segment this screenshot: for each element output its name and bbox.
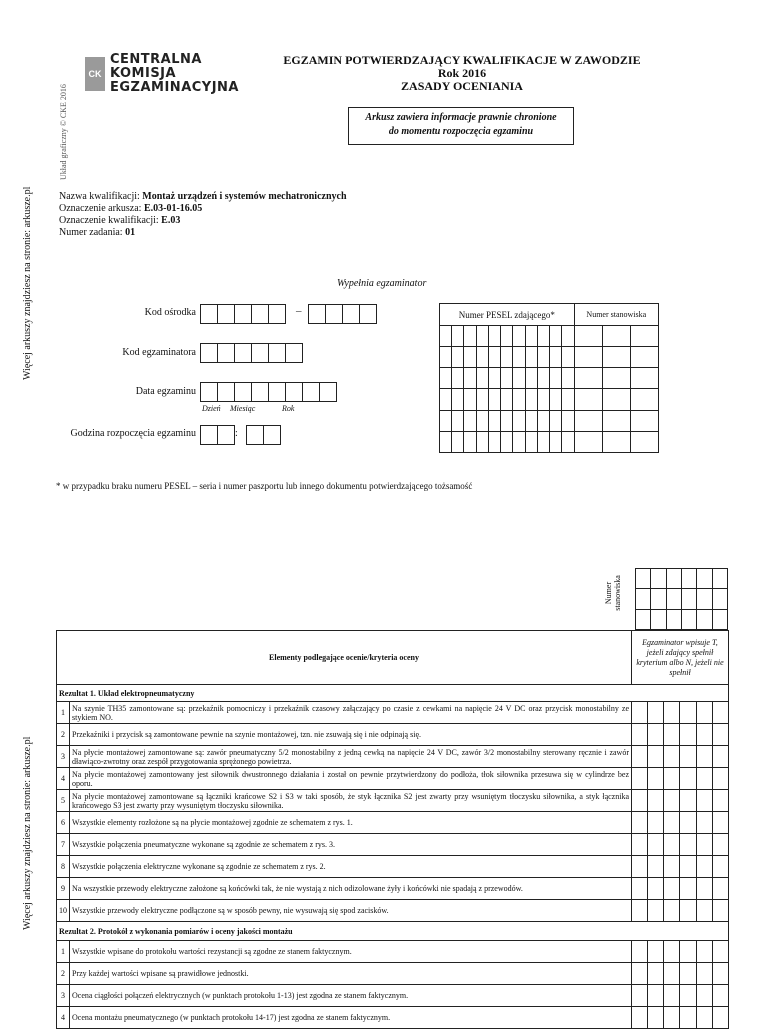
table-row [57, 768, 729, 790]
grade-cell[interactable] [696, 790, 712, 812]
grade-cell[interactable] [712, 963, 728, 985]
row-number: 4 [57, 1007, 70, 1029]
section-2-title: Rezultat 2. Protokół z wykonania pomiarów i oceny jakości montażu [57, 922, 729, 941]
row-number: 5 [57, 790, 70, 812]
pesel-grid[interactable] [439, 303, 659, 453]
grade-cell[interactable] [712, 856, 728, 878]
table-row [57, 746, 729, 768]
grade-cell[interactable] [632, 702, 648, 724]
grade-cell[interactable] [632, 963, 648, 985]
row-number: 9 [57, 878, 70, 900]
date-day-label: Dzień [202, 404, 221, 413]
table-row [57, 963, 729, 985]
row-criterion: Na wszystkie przewody elektryczne założone są końcówki tak, że nie wystają z nich odizolowane żyły i końcówki nie spadają z przewodów. [70, 878, 632, 900]
layout-credit: Układ graficzny © CKE 2016 [59, 84, 68, 180]
row-criterion: Wszystkie połączenia elektryczne wykonane są zgodnie ze schematem z rys. 2. [70, 856, 632, 878]
row-criterion: Wszystkie wpisane do protokołu wartości rezystancji są zgodne ze stanem faktycznym. [70, 941, 632, 963]
grade-cell[interactable] [664, 768, 680, 790]
grade-cell[interactable] [696, 963, 712, 985]
grade-cell[interactable] [712, 702, 728, 724]
grade-cell[interactable] [648, 790, 664, 812]
grading-table-body [57, 631, 729, 1029]
logo-line-3: EGZAMINACYJNA [110, 80, 239, 95]
grade-cell[interactable] [680, 746, 696, 768]
row-criterion: Na szynie TH35 zamontowane są: przekaźnik pomocniczy i przekaźnik czasowy załączający po czasie z cewkami na napięcie 24 V DC oraz przycisk monostabilny ze stykiem NO. [70, 702, 632, 724]
code-label: Oznaczenie kwalifikacji: [59, 215, 159, 226]
grade-cell[interactable] [696, 834, 712, 856]
grade-cell[interactable] [632, 878, 648, 900]
filled-by-label: Wypełnia egzaminator [337, 278, 427, 289]
row-number: 3 [57, 985, 70, 1007]
center-code-dash: – [296, 305, 302, 317]
logo-line-2: KOMISJA [110, 66, 177, 81]
code-value: E.03 [161, 215, 181, 226]
grade-cell[interactable] [664, 878, 680, 900]
grade-cell[interactable] [664, 941, 680, 963]
row-criterion: Przy każdej wartości wpisane są prawidłowe jednostki. [70, 963, 632, 985]
exam-date-boxes[interactable] [200, 382, 336, 402]
start-minute-boxes[interactable] [246, 425, 280, 445]
table-row [57, 812, 729, 834]
grade-cell[interactable] [680, 724, 696, 746]
grade-cell[interactable] [664, 834, 680, 856]
grade-cell[interactable] [712, 834, 728, 856]
row-criterion: Przekaźniki i przycisk są zamontowane pewnie na szynie montażowej, tzn. nie zsuwają się i nie odpinają się. [70, 724, 632, 746]
examiner-note: Egzaminator wpisuje T, jeżeli zdający spełnił kryterium albo N, jeżeli nie spełnił [632, 631, 729, 685]
grade-cell[interactable] [632, 768, 648, 790]
table-row [57, 724, 729, 746]
section-1-title: Rezultat 1. Układ elektropneumatyczny [57, 685, 729, 702]
logo-line-1: CENTRALNA [110, 52, 202, 67]
station-small-label: Numer stanowiska [604, 575, 622, 611]
qualification-info [59, 191, 347, 239]
row-number: 4 [57, 768, 70, 790]
grade-cell[interactable] [648, 1007, 664, 1029]
grade-cell[interactable] [680, 878, 696, 900]
row-number: 7 [57, 834, 70, 856]
exam-date-label: Data egzaminu [135, 386, 196, 397]
grading-table [56, 630, 729, 1029]
table-row [57, 1007, 729, 1029]
grade-cell[interactable] [648, 746, 664, 768]
grade-cell[interactable] [696, 746, 712, 768]
sheet-value: E.03-01-16.05 [143, 203, 203, 214]
date-year-label: Rok [282, 404, 295, 413]
grade-cell[interactable] [696, 768, 712, 790]
grade-cell[interactable] [664, 1007, 680, 1029]
header-title: EGZAMIN POTWIERDZAJĄCY KWALIFIKACJE W ZAWODZIE [283, 53, 641, 67]
grade-cell[interactable] [712, 768, 728, 790]
grade-cell[interactable] [680, 834, 696, 856]
grade-cell[interactable] [680, 812, 696, 834]
grade-cell[interactable] [632, 985, 648, 1007]
grade-cell[interactable] [632, 812, 648, 834]
grade-cell[interactable] [712, 900, 728, 922]
start-hour-boxes[interactable] [200, 425, 234, 445]
row-criterion: Na płycie montażowej zamontowane są łączniki krańcowe S2 i S3 w taki sposób, że styk łącznika S2 jest zwarty przy wsuniętym tłoczysku siłownika, a styk łącznika krańcowego S3 jest zwarty przy wysuniętym tłoczysku siłownika. [70, 790, 632, 812]
qual-value: Montaż urządzeń i systemów mechatronicznych [142, 191, 347, 202]
time-colon: : [235, 428, 238, 439]
grade-cell[interactable] [664, 724, 680, 746]
notice-line-2: do momentu rozpoczęcia egzaminu [388, 126, 534, 137]
grade-cell[interactable] [696, 1007, 712, 1029]
qual-label: Nazwa kwalifikacji: [59, 191, 140, 202]
grade-cell[interactable] [696, 941, 712, 963]
table-row [57, 856, 729, 878]
grade-cell[interactable] [648, 963, 664, 985]
footnote: * w przypadku braku numeru PESEL – seria i numer paszportu lub innego dokumentu potwierdzającego tożsamość [56, 481, 473, 491]
station-small-grid[interactable] [635, 568, 728, 630]
start-time-label: Godzina rozpoczęcia egzaminu [70, 428, 196, 439]
grade-cell[interactable] [648, 941, 664, 963]
header-subtitle: ZASADY OCENIANIA [401, 79, 523, 93]
grade-cell[interactable] [712, 1007, 728, 1029]
table-row [57, 941, 729, 963]
grade-cell[interactable] [696, 878, 712, 900]
notice-line-1: Arkusz zawiera informacje prawnie chronione [365, 112, 557, 123]
grade-cell[interactable] [648, 768, 664, 790]
row-criterion: Wszystkie połączenia pneumatyczne wykonane są zgodnie ze schematem z rys. 3. [70, 834, 632, 856]
row-number: 6 [57, 812, 70, 834]
station-label: Numer stanowiska [574, 304, 658, 326]
row-criterion: Wszystkie przewody elektryczne podłączone są w sposób pewny, nie wysuwają się spod zacisków. [70, 900, 632, 922]
table-row [57, 834, 729, 856]
confidentiality-notice [348, 107, 574, 145]
grade-cell[interactable] [648, 985, 664, 1007]
row-criterion: Na płycie montażowej zamontowane są: zawór pneumatyczny 5/2 monostabilny z jedną cewką na napięcie 24 V DC, zawór 3/2 monostabilny sterowany ręcznie i zawór dławiąco-zwrotny oraz zespół przygotowania sprężonego powietrza. [70, 746, 632, 768]
grade-cell[interactable] [696, 856, 712, 878]
row-number: 8 [57, 856, 70, 878]
row-number: 1 [57, 941, 70, 963]
row-number: 3 [57, 746, 70, 768]
table-row [57, 985, 729, 1007]
grade-cell[interactable] [680, 1007, 696, 1029]
grade-cell[interactable] [696, 702, 712, 724]
grade-cell[interactable] [648, 724, 664, 746]
grade-cell[interactable] [664, 985, 680, 1007]
table-header: Elementy podlegające ocenie/kryteria oceny [57, 631, 632, 685]
document-header [262, 54, 662, 93]
row-criterion: Na płycie montażowej zamontowany jest siłownik dwustronnego działania i został on pewnie przytwierdzony do podłoża, tłok siłownika przesuwa się w cylindrze bez oporu. [70, 768, 632, 790]
grade-cell[interactable] [632, 834, 648, 856]
table-row [57, 702, 729, 724]
row-criterion: Wszystkie elementy rozłożone są na płycie montażowej zgodnie ze schematem z rys. 1. [70, 812, 632, 834]
side-margin-text-top: Więcej arkuszy znajdziesz na stronie: arkusze.pl [22, 186, 33, 380]
task-label: Numer zadania: [59, 227, 123, 238]
grade-cell[interactable] [648, 900, 664, 922]
grade-cell[interactable] [680, 985, 696, 1007]
grade-cell[interactable] [696, 900, 712, 922]
grade-cell[interactable] [712, 941, 728, 963]
examiner-code-label: Kod egzaminatora [122, 347, 196, 358]
grade-cell[interactable] [696, 985, 712, 1007]
date-month-label: Miesiąc [230, 404, 256, 413]
grade-cell[interactable] [696, 812, 712, 834]
grade-cell[interactable] [632, 941, 648, 963]
grade-cell[interactable] [648, 878, 664, 900]
grade-cell[interactable] [664, 790, 680, 812]
grade-cell[interactable] [712, 724, 728, 746]
center-code-boxes-a[interactable] [200, 304, 285, 324]
grade-cell[interactable] [712, 812, 728, 834]
grade-cell[interactable] [664, 856, 680, 878]
pesel-label: Numer PESEL zdającego* [440, 304, 575, 326]
logo-text [110, 53, 239, 95]
row-number: 2 [57, 724, 70, 746]
examiner-code-boxes[interactable] [200, 343, 302, 363]
table-row [57, 900, 729, 922]
grade-cell[interactable] [648, 812, 664, 834]
sheet-label: Oznaczenie arkusza: [59, 203, 142, 214]
grade-cell[interactable] [632, 790, 648, 812]
center-code-label: Kod ośrodka [144, 307, 196, 318]
table-row [57, 878, 729, 900]
grade-cell[interactable] [680, 941, 696, 963]
grade-cell[interactable] [680, 768, 696, 790]
grade-cell[interactable] [632, 1007, 648, 1029]
grade-cell[interactable] [648, 856, 664, 878]
grade-cell[interactable] [680, 856, 696, 878]
grade-cell[interactable] [632, 856, 648, 878]
grade-cell[interactable] [632, 724, 648, 746]
grade-cell[interactable] [664, 812, 680, 834]
grade-cell[interactable] [680, 900, 696, 922]
grade-cell[interactable] [648, 834, 664, 856]
cke-logo-icon: CK [85, 57, 105, 91]
grade-cell[interactable] [696, 724, 712, 746]
grade-cell[interactable] [632, 900, 648, 922]
grade-cell[interactable] [680, 790, 696, 812]
grade-cell[interactable] [712, 985, 728, 1007]
row-number: 2 [57, 963, 70, 985]
grade-cell[interactable] [648, 702, 664, 724]
table-row [57, 790, 729, 812]
grade-cell[interactable] [680, 702, 696, 724]
grade-cell[interactable] [712, 878, 728, 900]
row-criterion: Ocena montażu pneumatycznego (w punktach protokołu 14-17) jest zgodna ze stanem faktycznym. [70, 1007, 632, 1029]
side-margin-text-bottom: Więcej arkuszy znajdziesz na stronie: arkusze.pl [22, 736, 33, 930]
row-criterion: Ocena ciągłości połączeń elektrycznych (w punktach protokołu 1-13) jest zgodna ze stanem faktycznym. [70, 985, 632, 1007]
grade-cell[interactable] [632, 746, 648, 768]
grade-cell[interactable] [712, 790, 728, 812]
row-number: 10 [57, 900, 70, 922]
grade-cell[interactable] [664, 963, 680, 985]
grade-cell[interactable] [680, 963, 696, 985]
grade-cell[interactable] [712, 746, 728, 768]
grade-cell[interactable] [664, 900, 680, 922]
row-number: 1 [57, 702, 70, 724]
center-code-boxes-b[interactable] [308, 304, 376, 324]
task-value: 01 [125, 227, 136, 238]
grade-cell[interactable] [664, 746, 680, 768]
grade-cell[interactable] [664, 702, 680, 724]
header-year: Rok 2016 [437, 66, 487, 80]
section-row [57, 922, 729, 941]
